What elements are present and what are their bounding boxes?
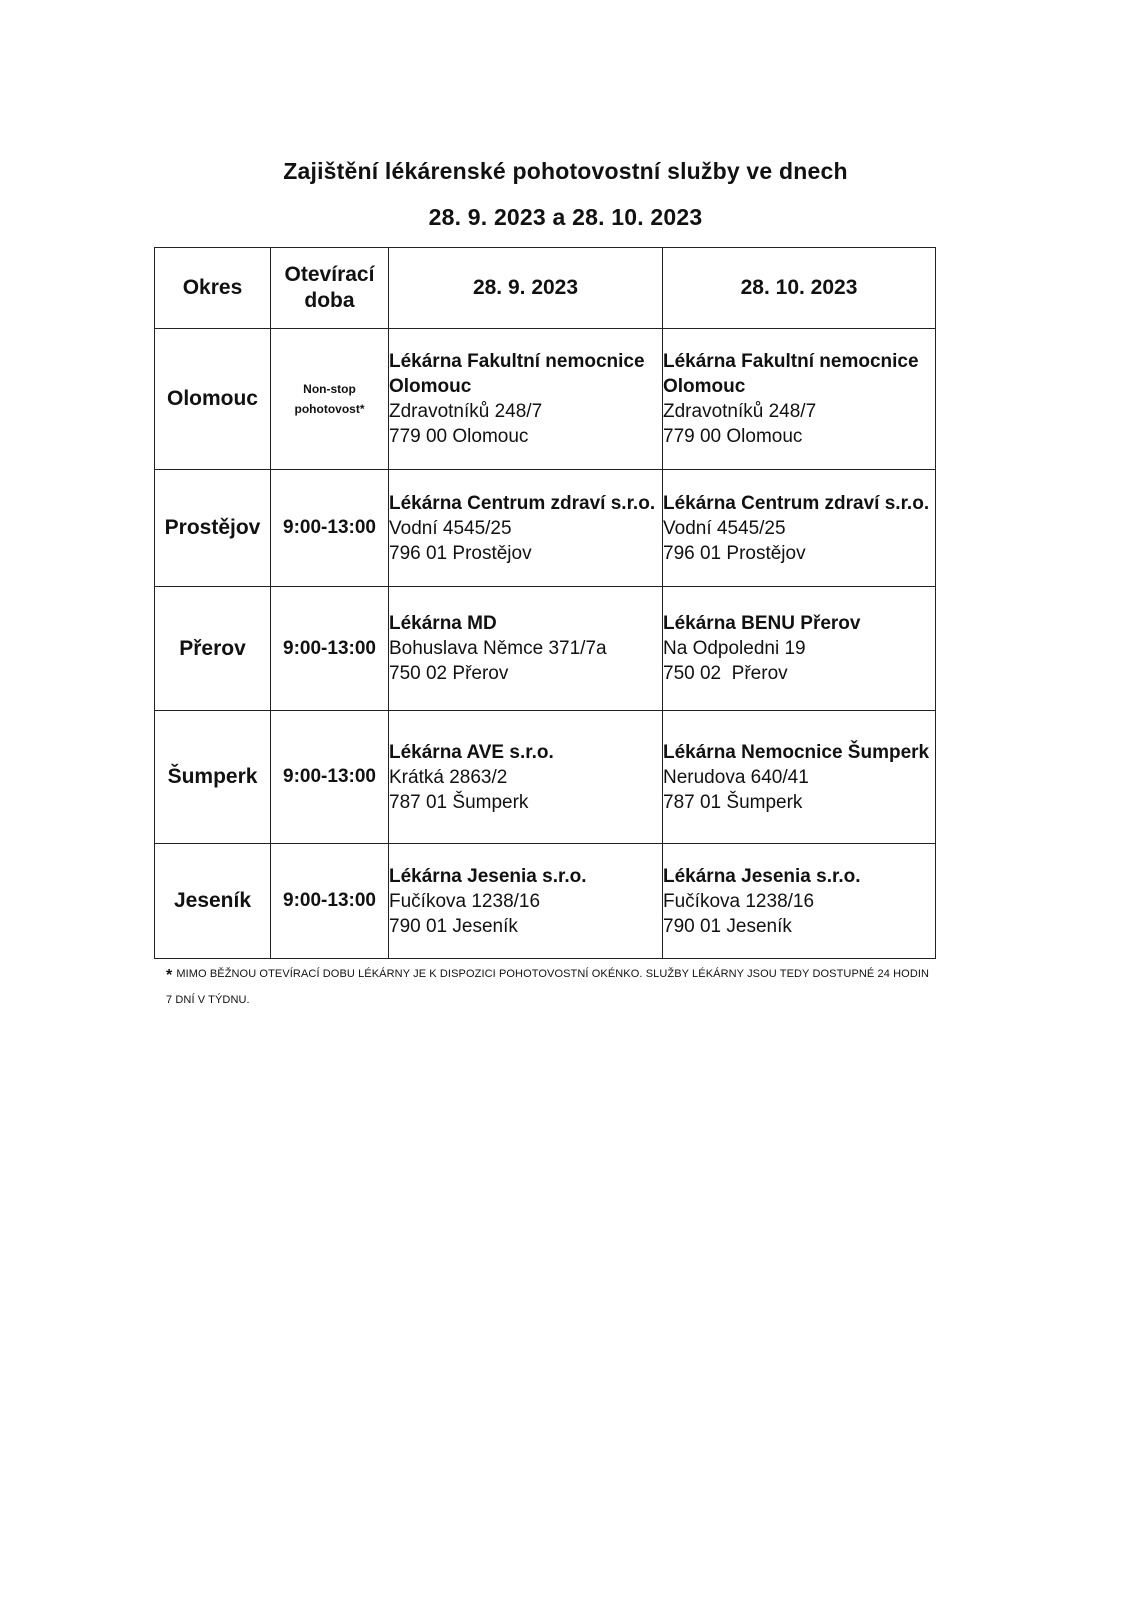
pharmacy-cell-date1 — [389, 470, 663, 587]
pharmacy-cell-date2 — [663, 587, 936, 711]
pharmacy-street: Fučíkova 1238/16 — [389, 890, 541, 912]
okres-cell: Olomouc — [155, 329, 271, 470]
pharmacy-street: Zdravotníků 248/7 — [389, 401, 543, 422]
pharmacy-name: Lékárna Fakultní nemocnice Olomouc — [663, 351, 919, 397]
footnote — [166, 962, 936, 1013]
pharmacy-street: Krátká 2863/2 — [389, 766, 508, 788]
okres-cell: Jeseník — [155, 844, 271, 959]
pharmacy-street: Bohuslava Němce 371/7a — [389, 638, 607, 659]
header-oteviraci-doba-line2: doba — [304, 289, 355, 312]
okres-cell: Přerov — [155, 587, 271, 711]
pharmacy-name: Lékárna Jesenia s.r.o. — [389, 865, 587, 887]
table-row — [155, 470, 936, 587]
pharmacy-city: 779 00 Olomouc — [663, 426, 803, 447]
pharmacy-name: Lékárna Centrum zdraví s.r.o. — [389, 492, 656, 514]
doba-cell — [271, 329, 389, 470]
header-okres: Okres — [155, 248, 271, 329]
footnote-text: MIMO BĚŽNOU OTEVÍRACÍ DOBU LÉKÁRNY JE K DISPOZICI POHOTOVOSTNÍ OKÉNKO. SLUŽBY LÉKÁRNY JSOU TEDY DOSTUPNÉ 24 HODIN 7 DNÍ V TÝDNU. — [166, 968, 930, 1006]
pharmacy-name: Lékárna MD — [389, 613, 497, 634]
header-oteviraci-doba — [271, 248, 389, 329]
pharmacy-city: 790 01 Jeseník — [389, 915, 518, 937]
pharmacy-schedule-table — [154, 247, 936, 959]
doba-cell: 9:00-13:00 — [271, 844, 389, 959]
document-subtitle-dates: 28. 9. 2023 a 28. 10. 2023 — [428, 204, 703, 230]
pharmacy-city: 787 01 Šumperk — [663, 791, 803, 813]
pharmacy-city: 796 01 Prostějov — [389, 542, 532, 564]
doba-cell: 9:00-13:00 — [271, 711, 389, 844]
pharmacy-name: Lékárna AVE s.r.o. — [389, 741, 554, 763]
doba-line2: pohotovost* — [294, 402, 365, 416]
pharmacy-cell-date2 — [663, 470, 936, 587]
table-row — [155, 587, 936, 711]
okres-cell: Šumperk — [155, 711, 271, 844]
pharmacy-street: Vodní 4545/25 — [663, 517, 786, 539]
header-date-1: 28. 9. 2023 — [389, 248, 663, 329]
pharmacy-cell-date2 — [663, 844, 936, 959]
pharmacy-street: Zdravotníků 248/7 — [663, 401, 817, 422]
pharmacy-street: Vodní 4545/25 — [389, 517, 512, 539]
table-header-row — [155, 248, 936, 329]
pharmacy-cell-date1 — [389, 844, 663, 959]
table-row — [155, 711, 936, 844]
document-title: Zajištění lékárenské pohotovostní služby ve dnech — [283, 158, 848, 184]
pharmacy-name: Lékárna Nemocnice Šumperk — [663, 741, 930, 763]
okres-cell: Prostějov — [155, 470, 271, 587]
pharmacy-cell-date1 — [389, 587, 663, 711]
table-row — [155, 844, 936, 959]
pharmacy-city: 790 01 Jeseník — [663, 915, 792, 937]
pharmacy-cell-date1 — [389, 329, 663, 470]
pharmacy-name: Lékárna Fakultní nemocnice Olomouc — [389, 351, 645, 397]
doba-line1: Non-stop — [303, 382, 356, 396]
header-oteviraci-doba-line1: Otevírací — [284, 263, 375, 286]
pharmacy-cell-date2 — [663, 711, 936, 844]
pharmacy-street: Nerudova 640/41 — [663, 766, 809, 788]
pharmacy-city: 750 02 Přerov — [663, 663, 788, 684]
table-row — [155, 329, 936, 470]
doba-cell: 9:00-13:00 — [271, 470, 389, 587]
pharmacy-name: Lékárna BENU Přerov — [663, 613, 861, 634]
pharmacy-street: Fučíkova 1238/16 — [663, 890, 815, 912]
pharmacy-street: Na Odpoledni 19 — [663, 638, 806, 659]
doba-cell: 9:00-13:00 — [271, 587, 389, 711]
footnote-marker: * — [166, 967, 173, 984]
pharmacy-name: Lékárna Centrum zdraví s.r.o. — [663, 492, 930, 514]
pharmacy-city: 750 02 Přerov — [389, 663, 509, 684]
pharmacy-city: 787 01 Šumperk — [389, 791, 529, 813]
pharmacy-name: Lékárna Jesenia s.r.o. — [663, 865, 861, 887]
header-date-2: 28. 10. 2023 — [663, 248, 936, 329]
pharmacy-city: 779 00 Olomouc — [389, 426, 529, 447]
pharmacy-cell-date1 — [389, 711, 663, 844]
pharmacy-city: 796 01 Prostějov — [663, 542, 806, 564]
pharmacy-cell-date2 — [663, 329, 936, 470]
